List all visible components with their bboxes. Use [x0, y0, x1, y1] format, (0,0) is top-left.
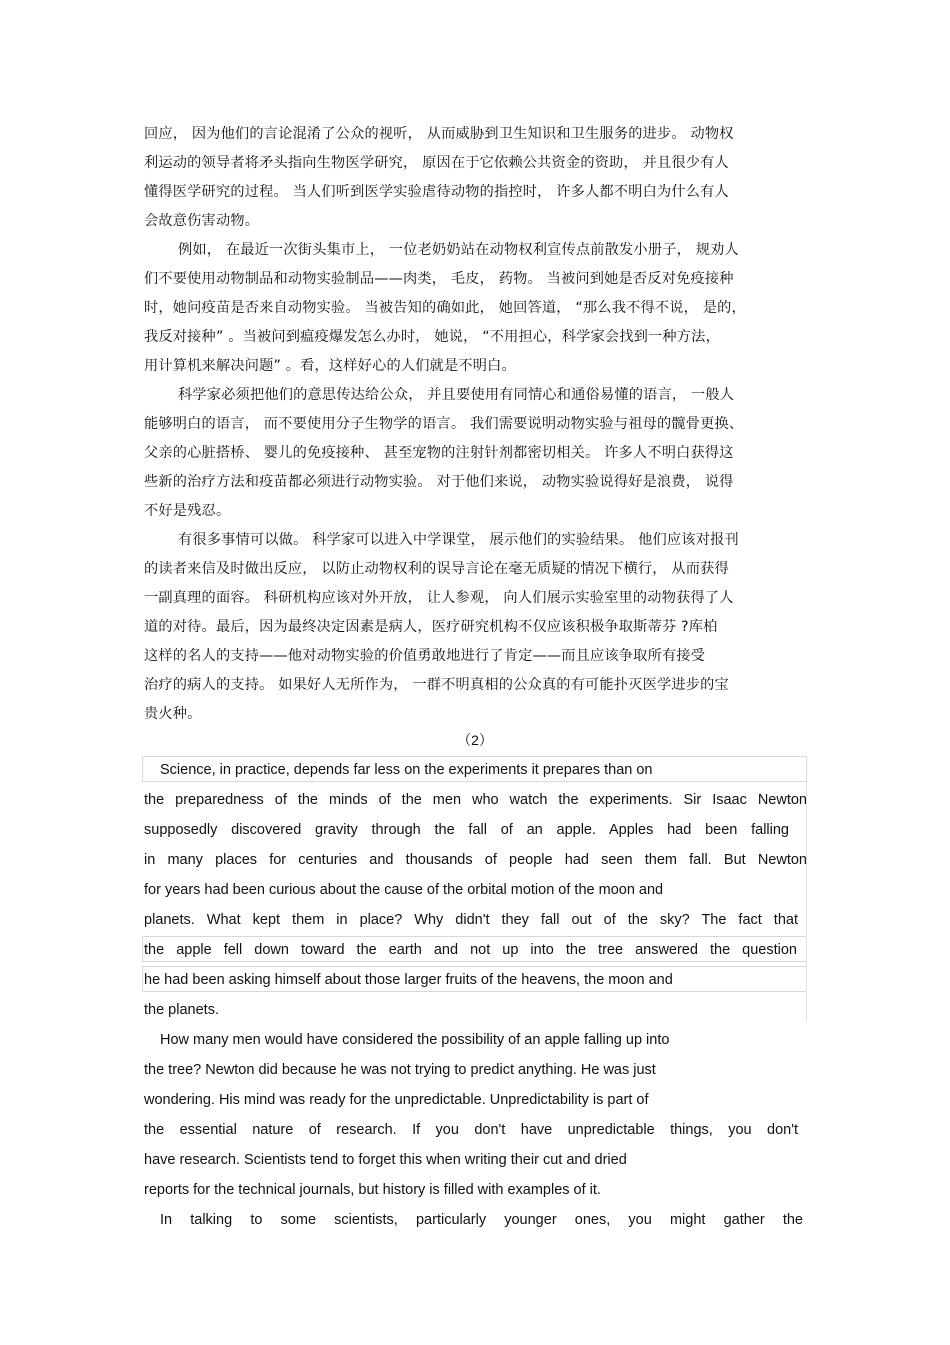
- en-line-9: the planets.: [144, 1002, 219, 1018]
- section-label: （2）: [457, 732, 493, 748]
- cn-line-2: 利运动的领导者将矛头指向生物医学研究， 原因在于它依赖公共资金的资助， 并且很少有人: [144, 155, 729, 171]
- en-line-14: have research. Scientists tend to forget this when writing their cut and dried: [144, 1152, 627, 1168]
- cn-line-18: 道的对待。最后，因为最终决定因素是病人，医疗研究机构不仅应该积极争取斯蒂芬 ?库柏: [144, 619, 718, 635]
- cn-line-21: 贵火种。: [144, 706, 202, 722]
- en-line-12: wondering. His mind was ready for the unpredictable. Unpredictability is part of: [144, 1092, 649, 1108]
- en-line-2: the preparedness of the minds of the men who watch the experiments. Sir Isaac Newton: [144, 792, 807, 808]
- cn-line-7: 时，她问疫苗是否来自动物实验。 当被告知的确如此， 她回答道， “那么我不得不说， 是的，: [144, 300, 746, 316]
- en-line-4: in many places for centuries and thousands of people had seen them fall. But Newton: [144, 852, 807, 868]
- en-line-11: the tree? Newton did because he was not trying to predict anything. He was just: [144, 1062, 656, 1078]
- cn-line-13: 些新的治疗方法和疫苗都必须进行动物实验。 对于他们来说， 动物实验说得好是浪费， 说得: [144, 474, 734, 490]
- cn-line-16: 的读者来信及时做出反应， 以防止动物权利的误导言论在毫无质疑的情况下横行， 从而获得: [144, 561, 729, 577]
- en-line-16: In talking to some scientists, particularly younger ones, you might gather the: [160, 1212, 803, 1228]
- en-line-8: he had been asking himself about those larger fruits of the heavens, the moon and: [144, 972, 673, 988]
- cn-line-6: 们不要使用动物制品和动物实验制品——肉类， 毛皮， 药物。 当被问到她是否反对免疫接种: [144, 271, 734, 287]
- en-line-6: planets. What kept them in place? Why didn't they fall out of the sky? The fact that: [144, 912, 798, 928]
- en-line-7: the apple fell down toward the earth and not up into the tree answered the question: [144, 942, 797, 958]
- cn-line-12: 父亲的心脏搭桥、 婴儿的免疫接种、 甚至宠物的注射针剂都密切相关。 许多人不明白获得这: [144, 445, 734, 461]
- cn-line-14: 不好是残忍。: [144, 503, 231, 519]
- en-line-1: Science, in practice, depends far less on the experiments it prepares than on: [160, 762, 653, 778]
- cn-line-19: 这样的名人的支持——他对动物实验的价值勇敢地进行了肯定——而且应该争取所有接受: [144, 648, 706, 664]
- cn-line-17: 一副真理的面容。 科研机构应该对外开放， 让人参观， 向人们展示实验室里的动物获得了人: [144, 590, 734, 606]
- cn-line-3: 懂得医学研究的过程。 当人们听到医学实验虐待动物的指控时， 许多人都不明白为什么有人: [144, 184, 729, 200]
- cn-line-8: 我反对接种” 。当被问到瘟疫爆发怎么办时， 她说， “不用担心，科学家会找到一种方法，: [144, 329, 720, 345]
- cn-line-11: 能够明白的语言， 而不要使用分子生物学的语言。 我们需要说明动物实验与祖母的髋骨更换、: [144, 416, 744, 432]
- cn-line-1: 回应， 因为他们的言论混淆了公众的视听， 从而威胁到卫生知识和卫生服务的进步。 动物权: [144, 126, 734, 142]
- en-line-15: reports for the technical journals, but history is filled with examples of it.: [144, 1182, 601, 1198]
- en-line-10: How many men would have considered the possibility of an apple falling up into: [160, 1032, 670, 1048]
- cn-line-4: 会故意伤害动物。: [144, 213, 260, 229]
- en-line-13: the essential nature of research. If you don't have unpredictable things, you don't: [144, 1122, 798, 1138]
- cn-line-9: 用计算机来解决问题” 。看，这样好心的人们就是不明白。: [144, 358, 516, 374]
- cn-line-15: 有很多事情可以做。 科学家可以进入中学课堂， 展示他们的实验结果。 他们应该对报刊: [178, 532, 739, 548]
- cn-line-20: 治疗的病人的支持。 如果好人无所作为， 一群不明真相的公众真的有可能扑灭医学进步的宝: [144, 677, 729, 693]
- cn-line-5: 例如， 在最近一次街头集市上， 一位老奶奶站在动物权利宣传点前散发小册子， 规劝人: [178, 242, 739, 258]
- cn-line-10: 科学家必须把他们的意思传达给公众， 并且要使用有同情心和通俗易懂的语言， 一般人: [178, 387, 735, 403]
- en-line-3: supposedly discovered gravity through the fall of an apple. Apples had been falling: [144, 822, 789, 838]
- en-line-5: for years had been curious about the cause of the orbital motion of the moon and: [144, 882, 664, 898]
